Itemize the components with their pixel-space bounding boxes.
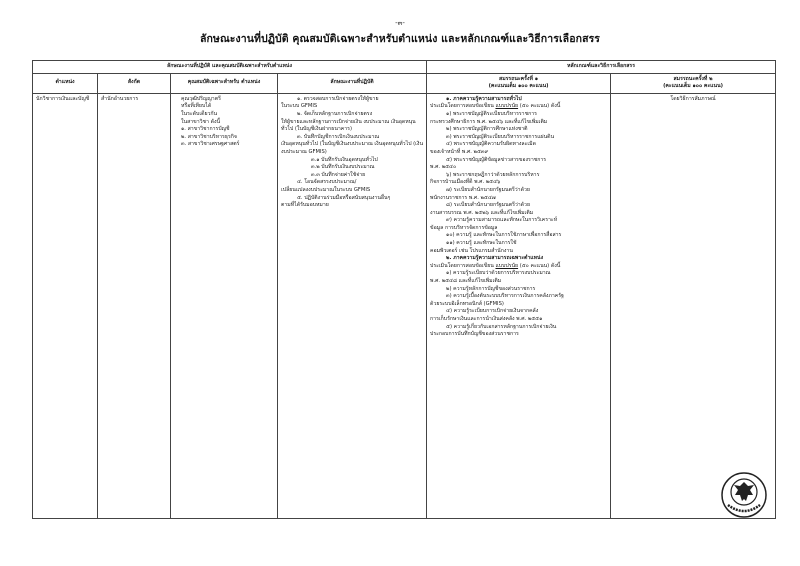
method-type: แบบปรนัย — [495, 262, 519, 269]
duty-item: ๔. โอนจัดสรรงบประมาณ/ — [297, 179, 357, 186]
section-title: ๑. ภาคความรู้ความสามารถทั่วไป — [446, 95, 522, 102]
qualification-line: หรือที่เทียบได้ — [181, 103, 212, 110]
cell-round1-criteria — [427, 93, 611, 518]
method-text: ประเมินโดยการสอบข้อเขียน — [430, 262, 496, 269]
duty-subitem: ๓.๑ บันทึกรับเงินอุดหนุนทั่วไป — [311, 156, 378, 163]
duty-item: ๓. บันทึกบัญชีการเบิกเงินงบประมาณ — [297, 133, 380, 140]
method-score: (๕๐ คะแนน) ดังนี้ — [518, 103, 561, 110]
criteria-item: ๒) ความรู้หลักการบัญชีของส่วนราชการ — [446, 285, 536, 292]
criteria-item: ๕) ความรู้เกี่ยวกับเอกสารหลักฐานการเบิกจ่ายเงิน — [446, 323, 557, 330]
duty-subitem: ๓.๓ บันทึกจ่ายค่าใช้จ่าย — [311, 171, 366, 178]
criteria-item: ๒) พระราชบัญญัติการศึกษาแห่งชาติ — [446, 126, 528, 133]
cell-round2-criteria: โดยวิธีการสัมภาษณ์ — [611, 93, 776, 518]
duty-cont: ให้ผู้ขายและหลักฐานการเบิกจ่ายเงิน งบประมาณ เงินอุดหนุนทั่วไป (ในบัญชีเงินฝากธนาคาร) — [281, 118, 416, 133]
criteria-item: ๑๑) ความรู้ และทักษะในการใช้ — [446, 240, 517, 247]
method-text: ประเมินโดยการสอบข้อเขียน — [430, 103, 496, 110]
duty-cont: ในระบบ GFMIS — [281, 103, 318, 110]
cell-position: นักวิชาการเงินและบัญชี — [33, 93, 98, 518]
criteria-item: ๗) ระเบียบสำนักนายกรัฐมนตรีว่าด้วย — [446, 186, 530, 193]
page-number: -๓- — [395, 19, 405, 27]
col-header-position: ตำแหน่ง — [33, 73, 98, 93]
round1-score: (คะแนนเต็ม ๑๐๐ คะแนน) — [488, 83, 549, 90]
qualification-item: ๒. สาขาวิชาบริหารธุรกิจ — [181, 133, 237, 140]
duty-subitem: ๓.๒ บันทึกรับเงินงบประมาณ — [311, 164, 375, 171]
col-header-round2 — [611, 73, 776, 93]
criteria-item: ๘) ระเบียบสำนักนายกรัฐมนตรีว่าด้วย — [446, 202, 530, 209]
col-header-duties: ลักษณะงานที่ปฏิบัติ — [278, 73, 427, 93]
round1-title: สมรรถนะครั้งที่ ๑ — [499, 75, 538, 82]
criteria-item: ๔) พระราชบัญญัติความรับผิดทางละเมิด — [446, 141, 536, 148]
section-method — [430, 103, 607, 111]
criteria-item: ๑) พระราชบัญญัติระเบียบบริหารราชการ — [446, 110, 537, 117]
duty-cont: เงินอุดหนุนทั่วไป (ในบัญชีเงินงบประมาณ เงินอุดหนุนทั่วไป (เงินงบประมาณ GFMIS) — [281, 141, 424, 155]
method-score: (๕๐ คะแนน) ดังนี้ — [518, 262, 561, 269]
qualification-line: คุณวุฒิปริญญาตรี — [181, 95, 221, 102]
criteria-cont: พนักงานราชการ พ.ศ. ๒๕๔๗ — [430, 194, 496, 201]
criteria-item: ๑) ความรู้ระเบียบว่าด้วยการบริหารงบประมาณ — [446, 270, 551, 277]
criteria-cont: การเก็บรักษาเงินและการนำเงินส่งคลัง พ.ศ. ๒๕๕๑ — [430, 316, 543, 322]
criteria-item: ๑๐) ความรู้ และทักษะในการใช้ภาษาเพื่อการสื่อสาร — [446, 232, 562, 239]
section-title: ๒. ภาคความรู้ความสามารถเฉพาะตำแหน่ง — [446, 255, 544, 262]
duty-cont: เปลี่ยนแปลงงบประมาณในระบบ GFMIS — [281, 186, 371, 193]
round2-title: สมรรถนะครั้งที่ ๒ — [673, 75, 713, 82]
duty-item: ๒. จัดเก็บหลักฐานการเบิกจ่ายตรง — [297, 110, 373, 117]
document-title: ลักษณะงานที่ปฏิบัติ คุณสมบัติเฉพาะสำหรับตำแหน่ง และหลักเกณฑ์และวิธีการเลือกสรร — [199, 33, 601, 45]
criteria-cont: ด้วยระบบอิเล็กทรอนิกส์ (GFMIS) — [430, 300, 504, 307]
garuda-seal-icon — [720, 471, 768, 519]
qualification-item: ๓. สาขาวิชาเศรษฐศาสตร์ — [181, 141, 240, 148]
criteria-cont: ประกอบการบันทึกบัญชีของส่วนราชการ — [430, 331, 519, 338]
criteria-item: ๓) ความรู้เบื้องต้นระบบบริหารการเงินการคลังภาครัฐ — [446, 293, 564, 300]
group-header-selection-criteria: หลักเกณฑ์และวิธีการเลือกสรร — [427, 61, 776, 74]
criteria-cont: งานสารบรรณ พ.ศ. ๒๕๒๖ และที่แก้ไขเพิ่มเติม — [430, 209, 534, 216]
round2-score: (คะแนนเต็ม ๑๐๐ คะแนน) — [663, 83, 723, 90]
cell-qualification — [171, 93, 278, 518]
criteria-item: ๔) ความรู้ระเบียบการเบิกจ่ายเงินจากคลัง — [446, 308, 539, 315]
criteria-cont: กระทรวงศึกษาธิการ พ.ศ. ๒๕๔๖ และที่แก้ไขเพิ่มเติม — [430, 118, 548, 125]
table-row — [33, 93, 776, 518]
col-header-qualification: คุณสมบัติเฉพาะสำหรับ ตำแหน่ง — [171, 73, 278, 93]
criteria-item: ๕) พระราชบัญญัติข้อมูลข่าวสารของราชการ — [446, 156, 547, 163]
criteria-cont: ข้อมูล การบริหารจัดการข้อมูล — [430, 224, 498, 231]
criteria-cont: กิจการบ้านเมืองที่ดี พ.ศ. ๒๕๔๖ — [430, 179, 501, 186]
qualification-item: ๑. สาขาวิชาการบัญชี — [181, 126, 230, 133]
criteria-cont: พ.ศ. ๒๕๔๘ และที่แก้ไขเพิ่มเติม — [430, 278, 502, 285]
criteria-cont: คอมพิวเตอร์ เช่น โปรแกรมสำนักงาน — [430, 247, 513, 254]
criteria-cont: พ.ศ. ๒๕๔๐ — [430, 164, 457, 171]
col-header-round1 — [427, 73, 611, 93]
duty-cont: ตามที่ได้รับมอบหมาย — [281, 202, 329, 209]
qualification-line: ในระดับเดียวกัน — [181, 110, 218, 117]
criteria-item: ๙) ความรู้ความสามารถและทักษะในการวิเคราะห์ — [446, 217, 558, 224]
criteria-cont: ของเจ้าหน้าที่ พ.ศ. ๒๕๓๙ — [430, 148, 489, 155]
criteria-item: ๖) พระราชกฤษฎีกาว่าด้วยหลักการบริหาร — [446, 171, 540, 178]
col-header-department: สังกัด — [98, 73, 171, 93]
cell-department: สำนักอำนวยการ — [98, 93, 171, 518]
criteria-item: ๓) พระราชบัญญัติระเบียบบริหารราชการแผ่นดิน — [446, 133, 555, 140]
duty-item: ๕. ปฏิบัติงานร่วมมือหรือสนับสนุนงานอื่นๆ — [297, 194, 391, 201]
duty-item: ๑. ตรวจสอบการเบิกจ่ายตรงให้ผู้ขาย — [297, 95, 379, 102]
cell-duties — [278, 93, 427, 518]
method-type: แบบปรนัย — [495, 103, 519, 110]
group-header-duties-qualifications: ลักษณะงานที่ปฏิบัติ และคุณสมบัติเฉพาะสำหรับตำแหน่ง — [33, 61, 427, 74]
selection-criteria-table — [32, 60, 776, 519]
qualification-line: ในสาขาวิชา ดังนี้ — [181, 118, 221, 125]
